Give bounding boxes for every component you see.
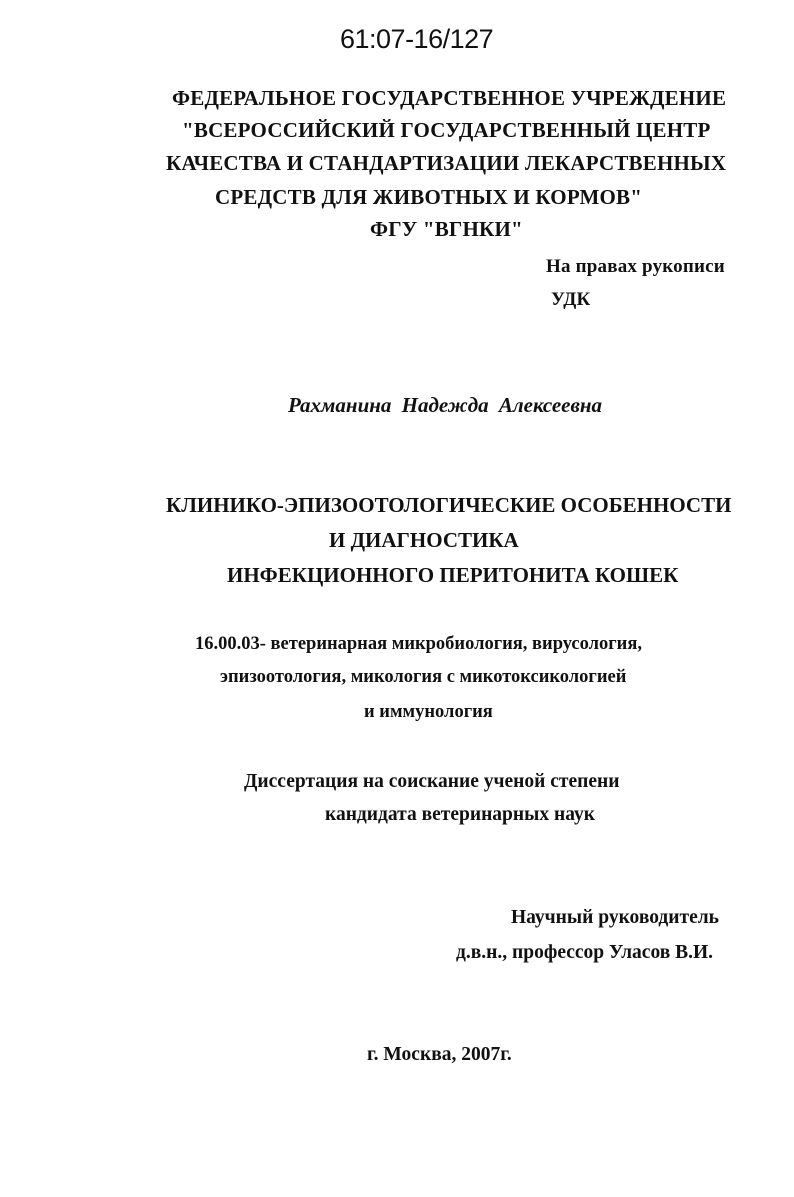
- title-line: КЛИНИКО-ЭПИЗООТОЛОГИЧЕСКИЕ ОСОБЕННОСТИ: [166, 493, 732, 517]
- title-line: ИНФЕКЦИОННОГО ПЕРИТОНИТА КОШЕК: [227, 563, 679, 587]
- supervisor-name: д.в.н., профессор Уласов В.И.: [456, 942, 714, 963]
- city-year: г. Москва, 2007г.: [367, 1044, 512, 1065]
- author-name: Рахманина Надежда Алексеевна: [288, 393, 603, 417]
- organization-line: ФЕДЕРАЛЬНОЕ ГОСУДАРСТВЕННОЕ УЧРЕЖДЕНИЕ: [172, 86, 727, 110]
- organization-line: "ВСЕРОССИЙСКИЙ ГОСУДАРСТВЕННЫЙ ЦЕНТР: [182, 118, 711, 142]
- organization-abbreviation: ФГУ "ВГНКИ": [370, 217, 523, 241]
- specialty-line: 16.00.03- ветеринарная микробиология, вирусология,: [195, 634, 642, 654]
- title-line: И ДИАГНОСТИКА: [329, 528, 519, 552]
- specialty-line: и иммунология: [364, 702, 493, 722]
- degree-line: Диссертация на соискание ученой степени: [244, 771, 620, 792]
- specialty-line: эпизоотология, микология с микотоксикологией: [220, 667, 627, 687]
- supervisor-label: Научный руководитель: [511, 907, 719, 928]
- degree-line: кандидата ветеринарных наук: [325, 804, 595, 825]
- organization-line: СРЕДСТВ ДЛЯ ЖИВОТНЫХ И КОРМОВ": [215, 185, 643, 209]
- udc-label: УДК: [551, 289, 591, 310]
- manuscript-rights-note: На правах рукописи: [546, 256, 725, 277]
- catalog-code: 61:07-16/127: [340, 24, 494, 54]
- organization-line: КАЧЕСТВА И СТАНДАРТИЗАЦИИ ЛЕКАРСТВЕННЫХ: [166, 151, 727, 175]
